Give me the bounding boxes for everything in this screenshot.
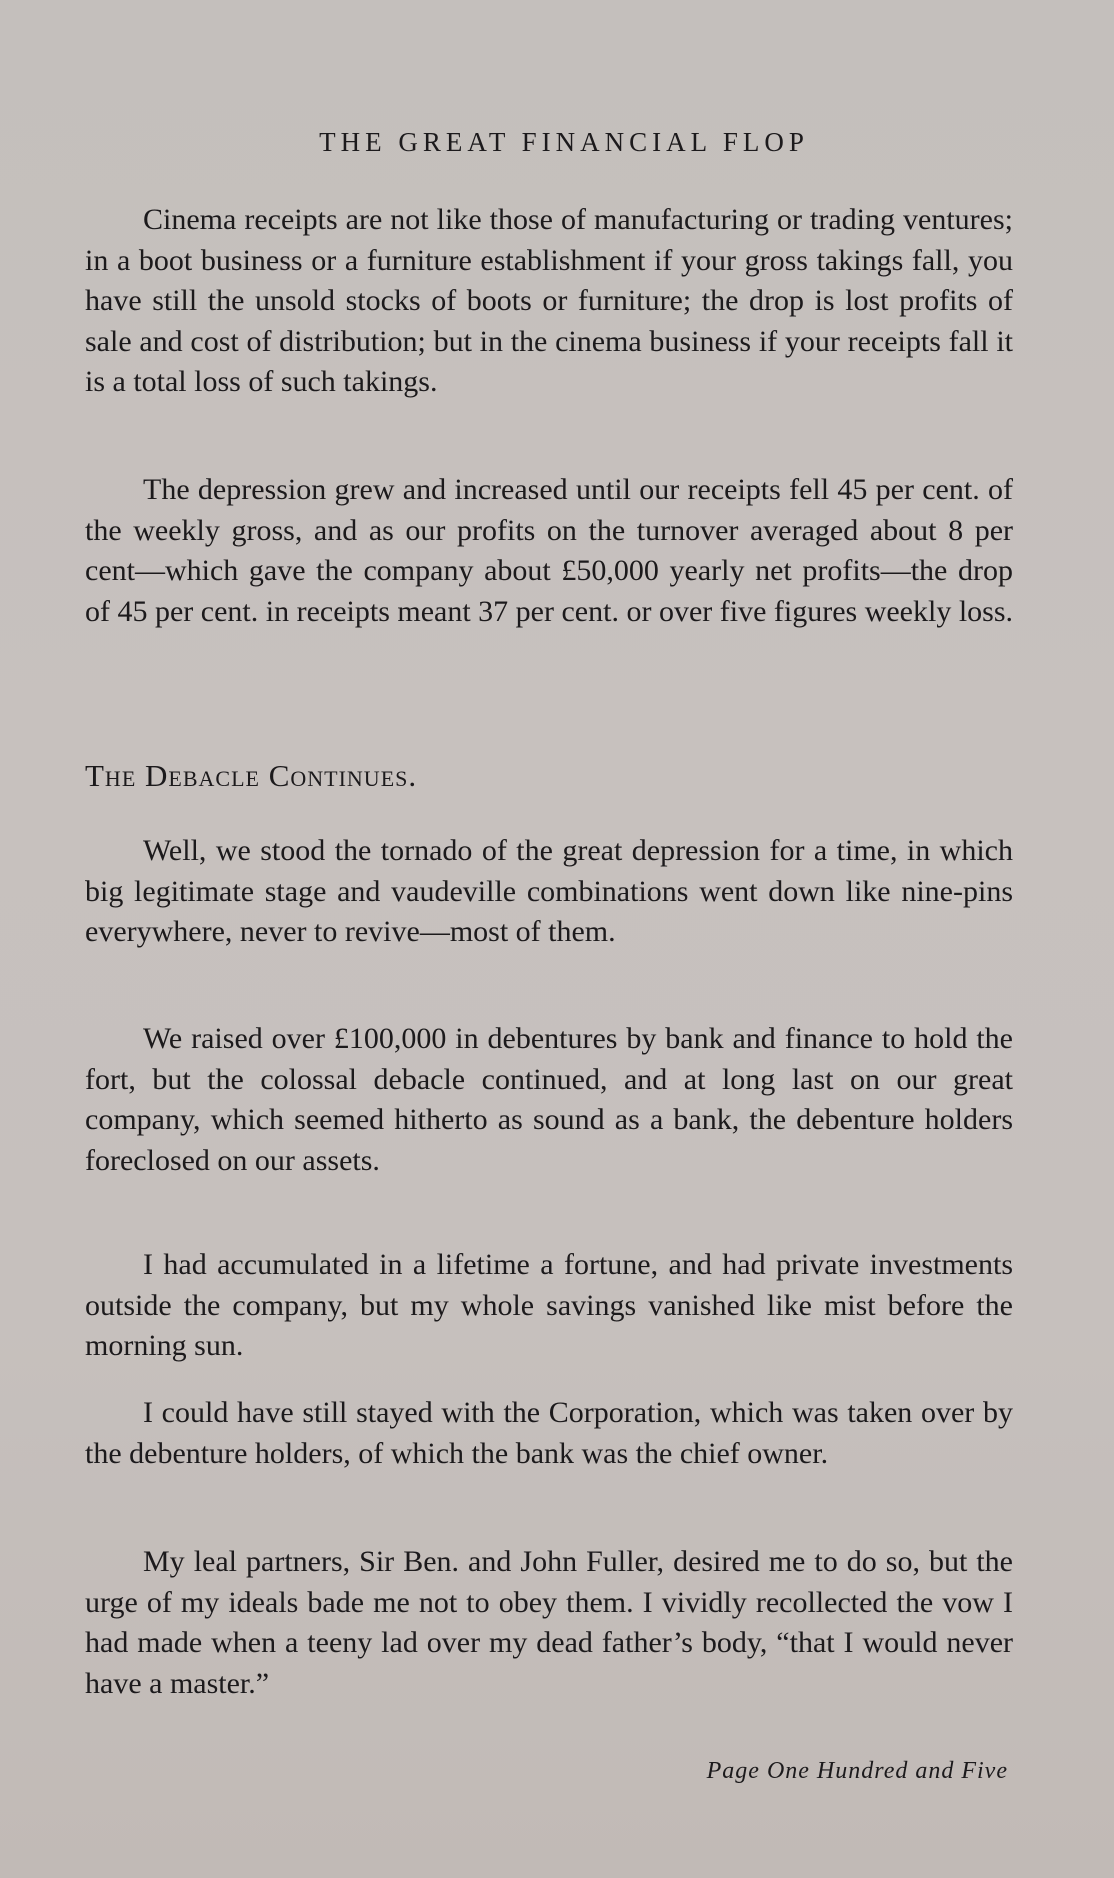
- paragraph-debentures: We raised over £100,000 in debentures by bank and finance to hold the fort, but the colossal debacle continued, and at long last on our great company, which seemed hitherto as sound as a bank, the debenture holders foreclosed on our assets.: [85, 1022, 1013, 1177]
- page-number: Page One Hundred and Five: [706, 1758, 1008, 1784]
- paragraph-fortune: I had accumulated in a lifetime a fortune, and had private investments outside the company, but my whole savings vanished like mist before the morning sun.: [85, 1248, 1013, 1362]
- paragraph-tornado: Well, we stood the tornado of the great depression for a time, in which big legitimate stage and vaudeville combinations went down like nine-pins everywhere, never to revive—most of them.: [85, 834, 1013, 948]
- section-heading: The Debacle Continues.: [85, 758, 418, 793]
- paragraph-corporation: I could have still stayed with the Corporation, which was taken over by the debenture holders, of which the bank was the chief owner.: [85, 1396, 1013, 1470]
- paragraph-cinema-receipts: Cinema receipts are not like those of manufacturing or trading ventures; in a boot business or a furniture establishment if your gross takings fall, you have still the unsold stocks of boots or furniture; the drop is lost profits of sale and cost of distribution; but in the cinema business if your receipts fall it is a total loss of such takings.: [85, 203, 1013, 398]
- paragraph-partners: My leal partners, Sir Ben. and John Fuller, desired me to do so, but the urge of my ideals bade me not to obey them. I vividly recollected the vow I had made when a teeny lad over my dead father’s body, “that I would never have a master.”: [85, 1545, 1013, 1700]
- running-head: THE GREAT FINANCIAL FLOP: [319, 127, 809, 157]
- paragraph-depression: The depression grew and increased until our receipts fell 45 per cent. of the weekly gross, and as our profits on the turnover averaged about 8 per cent—which gave the company about £50,000 yearly net profits—the drop of 45 per cent. in receipts meant 37 per cent. or over five figures weekly loss.: [85, 473, 1014, 628]
